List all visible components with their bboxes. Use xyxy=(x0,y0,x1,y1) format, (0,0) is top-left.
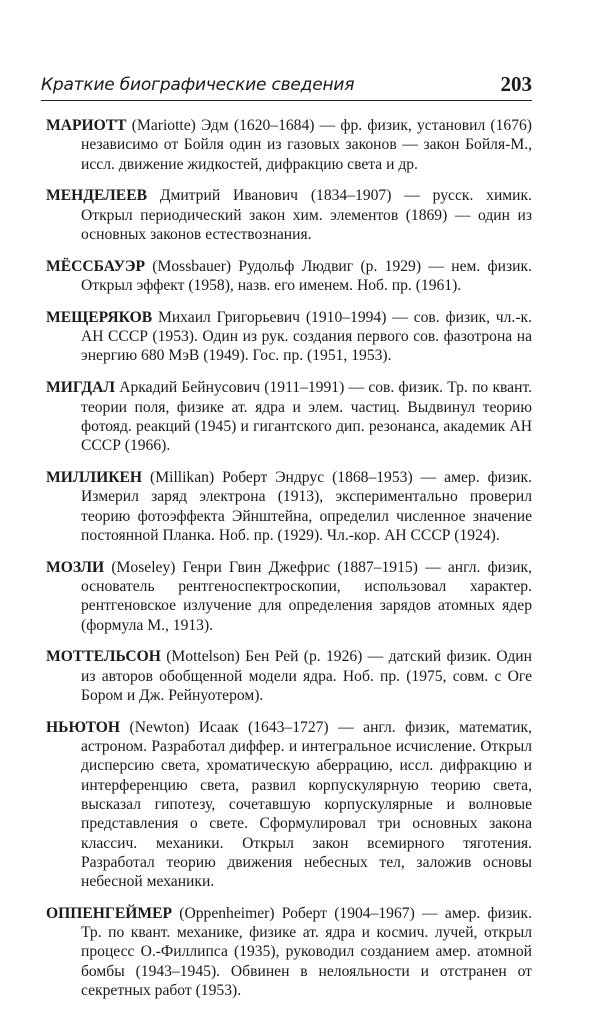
page-number: 203 xyxy=(500,72,532,96)
biography-entry-millikan xyxy=(46,468,532,545)
biography-list xyxy=(46,116,532,1013)
biography-entry-moseley xyxy=(46,558,532,635)
entry-text: Аркадий Бейнусович (1911–1991) — сов. физик. Тр. по квант. теории поля, физике ат. ядра и элем. частиц. Выдвинул теорию фотояд. реакций (1945) и гигантского дип. резонанса, академик АН СССР (1966). xyxy=(81,379,532,455)
biography-entry-mossbauer xyxy=(46,257,532,296)
biography-entry-newton xyxy=(46,718,532,892)
biography-entry-mariotte xyxy=(46,116,532,174)
entry-name: МИЛЛИКЕН xyxy=(46,468,143,486)
entry-text: Михаил Григорьевич (1910–1994) — сов. физик, чл.-к. АН СССР (1953). Один из рук. создания первого сов. фазотрона на энергию 680 МэВ (1949). Гос. пр. (1951, 1953). xyxy=(81,308,532,365)
entry-name: МЕЩЕРЯКОВ xyxy=(46,308,153,326)
entry-text: (Moseley) Генри Гвин Джефрис (1887–1915) — англ. физик, основатель рентгеноспектроскопии, использовал характер. рентгеновское излучение для определения зарядов атомных ядер (формула М., 1913). xyxy=(81,558,532,634)
entry-name: МЁССБАУЭР xyxy=(46,257,145,275)
entry-text: (Oppenheimer) Роберт (1904–1967) — амер. физик. Тр. по квант. механике, физике ат. ядра и космич. лучей, открыл процесс О.-Филлипса (1935), руководил созданием амер. атомной бомбы (1943–1945). Обвинен в нелояльности и отстранен от секретных работ (1953). xyxy=(81,904,532,1000)
entry-name: МОЗЛИ xyxy=(46,558,105,576)
biography-entry-mendeleev xyxy=(46,186,532,244)
entry-name: МАРИОТТ xyxy=(46,117,127,134)
entry-text: (Mossbauer) Рудольф Людвиг (р. 1929) — нем. физик. Открыл эффект (1958), назв. его именем. Ноб. пр. (1961). xyxy=(81,257,532,295)
biography-entry-migdal xyxy=(46,378,532,455)
biography-entry-meshcheryakov xyxy=(46,308,532,366)
entry-name: МОТТЕЛЬСОН xyxy=(46,648,161,666)
running-header xyxy=(41,72,532,101)
biography-entry-mottelson xyxy=(46,647,532,705)
entry-name: МИГДАЛ xyxy=(46,379,116,397)
section-title: Краткие биографические сведения xyxy=(41,75,355,95)
biography-entry-oppenheimer xyxy=(46,904,532,1000)
entry-name: НЬЮТОН xyxy=(46,718,121,736)
entry-text: (Millikan) Роберт Эндрус (1868–1953) — амер. физик. Измерил заряд электрона (1913), экспериментально проверил теорию фотоэффекта Эйнштейна, определил численное значение постоянной Планка. Ноб. пр. (1929). Чл.-кор. АН СССР (1924). xyxy=(81,468,532,544)
entry-text: (Newton) Исаак (1643–1727) — англ. физик, математик, астроном. Разработал диффер. и интегральное исчисление. Открыл дисперсию света, хроматическую аберрацию, иссл. дифракцию и интерференцию света, развил корпускулярную теорию света, высказал гипотезу, сочетавшую корпускулярные и волновые представления о свете. Сформулировал три основных закона классич. механики. Открыл закон всемирного тяготения. Разработал теорию движения небесных тел, заложив основы небесной механики. xyxy=(81,718,532,891)
entry-text: (Mariotte) Эдм (1620–1684) — фр. физик, установил (1676) независимо от Бойля один из газовых законов — закон Бойля-М., иссл. движение жидкостей, дифракцию света и др. xyxy=(81,117,532,173)
entry-text: Дмитрий Иванович (1834–1907) — русск. химик. Открыл периодический закон хим. элементов (1869) — один из основных законов естествознания. xyxy=(81,187,532,243)
entry-name: МЕНДЕЛЕЕВ xyxy=(46,187,147,205)
entry-name: ОППЕНГЕЙМЕР xyxy=(46,904,173,922)
entry-text: (Mottelson) Бен Рей (р. 1926) — датский физик. Один из авторов обобщенной модели ядра. Ноб. пр. (1975, совм. с Оге Бором и Дж. Рейнуотером). xyxy=(81,648,532,704)
